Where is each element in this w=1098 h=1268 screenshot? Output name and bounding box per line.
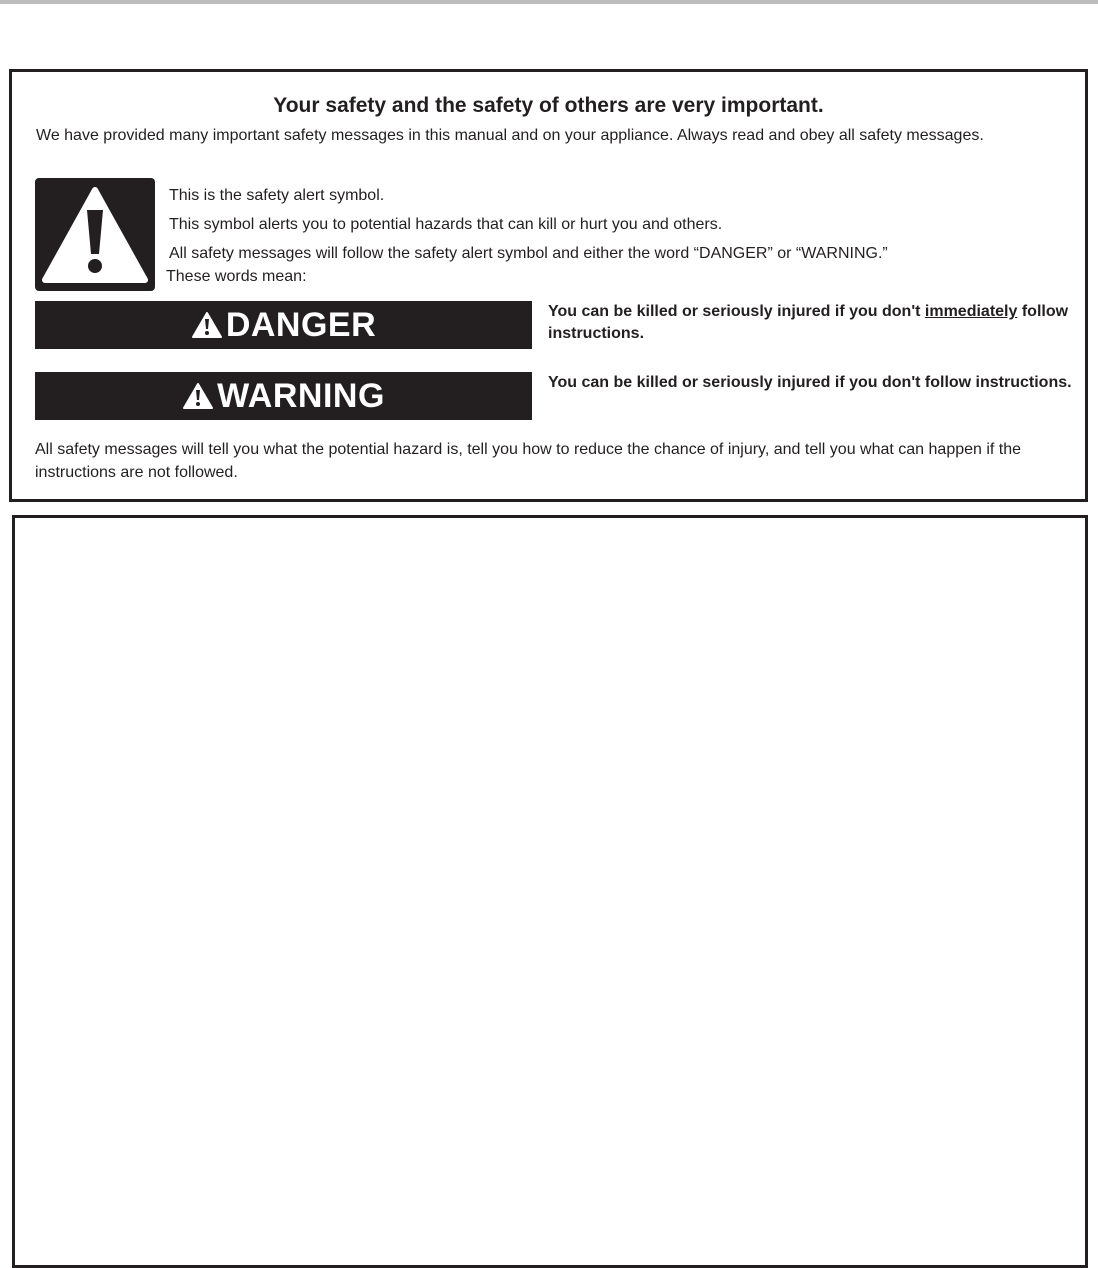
danger-desc-emphasis: immediately (924, 303, 1018, 320)
danger-description (548, 301, 1078, 345)
danger-desc-start: You can be killed or seriously injured if you don't (548, 303, 925, 320)
alert-line-3: All safety messages will follow the safety alert symbol and either the word “DANGER” or “WARNING.” (169, 245, 888, 262)
danger-label: DANGER (225, 305, 377, 344)
outro-paragraph: All safety messages will tell you what the potential hazard is, tell you how to reduce the chance of injury, and tell you what can happen if the instructions are not followed. (35, 441, 1022, 481)
danger-alert-icon (191, 311, 223, 339)
safety-alert-symbol (35, 178, 155, 291)
content-frame (12, 515, 1088, 1268)
safety-heading: Your safety and the safety of others are very important. (273, 94, 824, 117)
danger-desc-end: follow instructions. (548, 303, 1069, 342)
warning-triangle-icon (35, 178, 155, 291)
top-divider (0, 0, 1098, 4)
safety-notice-box (9, 69, 1088, 502)
warning-banner (35, 372, 532, 420)
alert-line-2: This symbol alerts you to potential hazards that can kill or hurt you and others. (169, 216, 723, 233)
intro-paragraph: We have provided many important safety messages in this manual and on your appliance. Always read and obey all safety messages. (36, 127, 984, 144)
alert-line-1: This is the safety alert symbol. (169, 187, 385, 204)
danger-banner (35, 301, 532, 349)
warning-label: WARNING (217, 376, 385, 415)
alert-line-4: These words mean: (166, 268, 307, 285)
warning-description: You can be killed or seriously injured if you don't follow instructions. (548, 374, 1072, 391)
warning-alert-icon (182, 382, 214, 410)
